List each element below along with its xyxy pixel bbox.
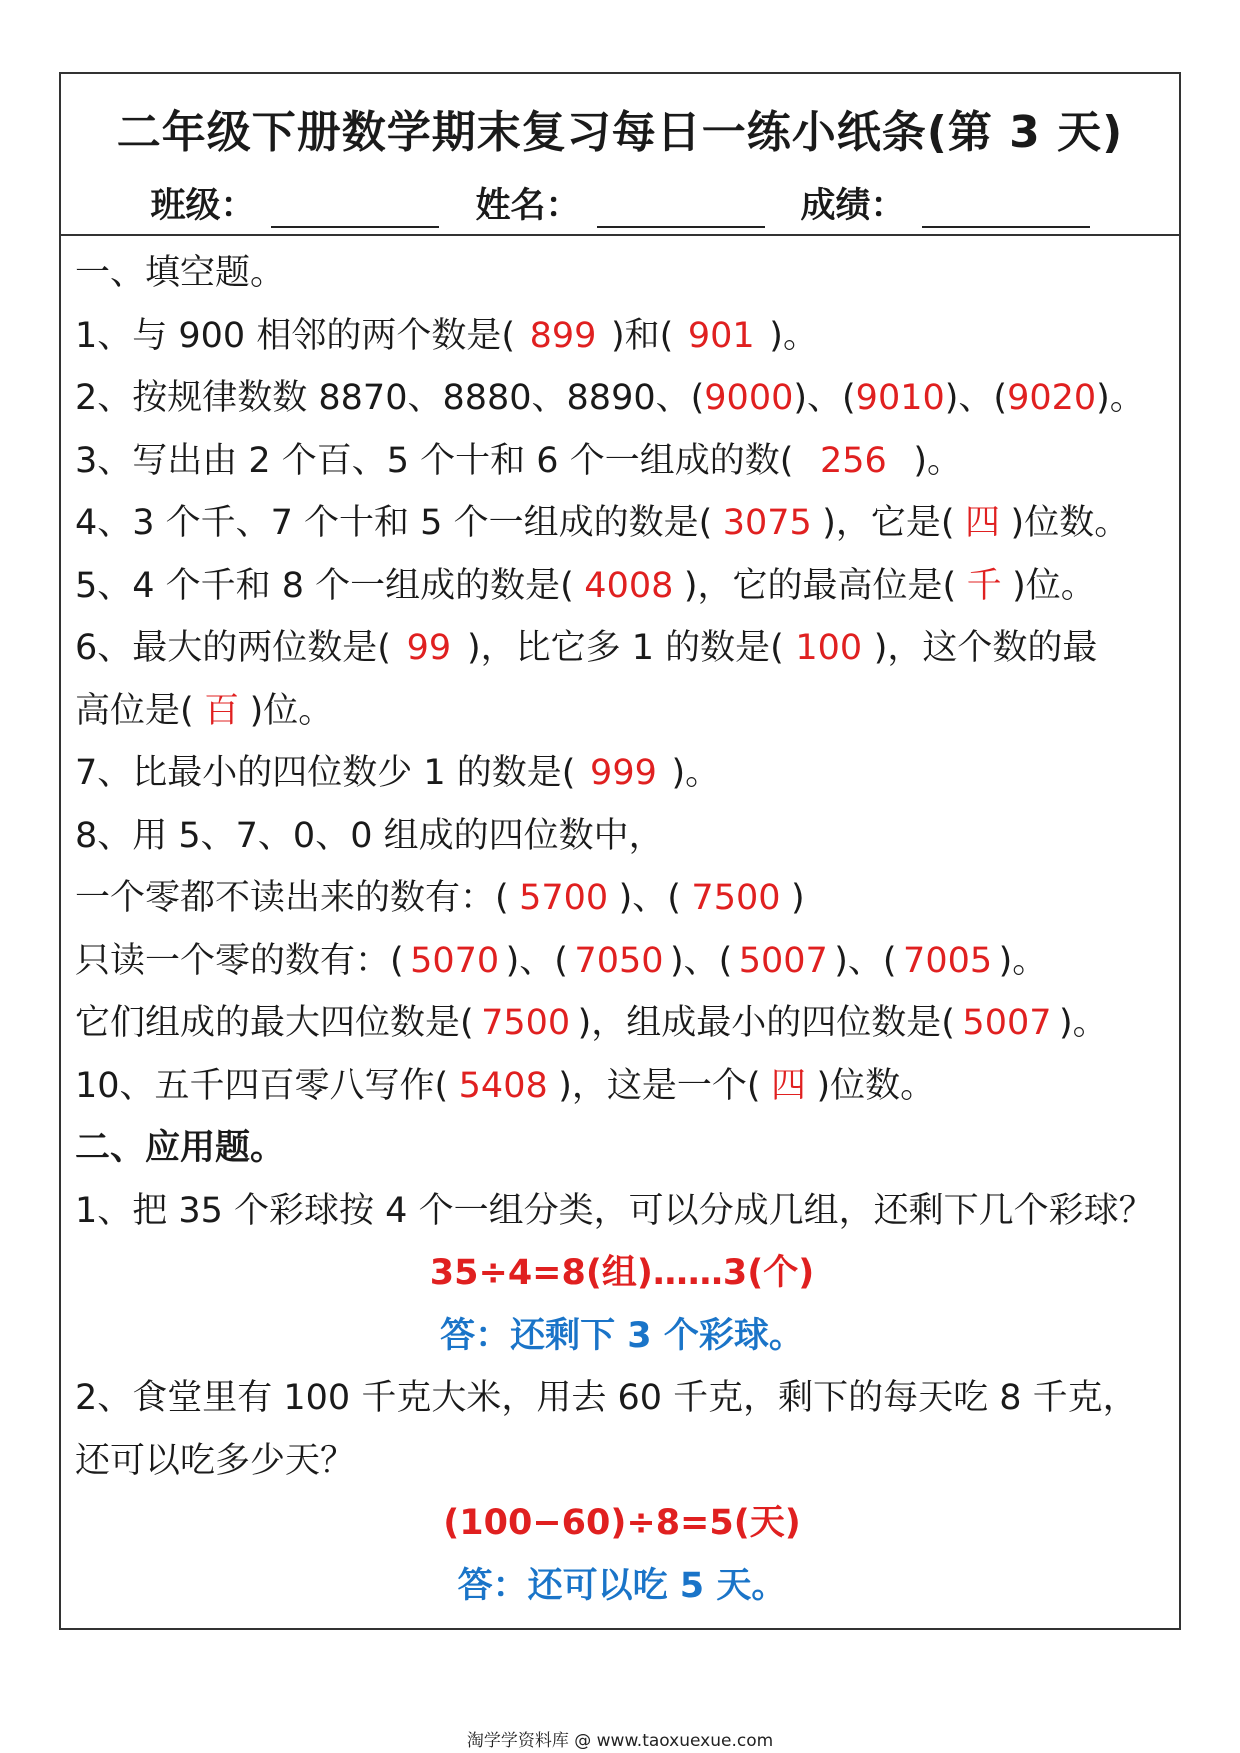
- score-blank[interactable]: [922, 190, 1090, 228]
- q10-text-c: )位数。: [816, 1065, 936, 1106]
- q6-text-c: )，这个数的最: [873, 628, 1098, 668]
- question-4: [75, 492, 1169, 555]
- q3-text-b: )。: [913, 440, 963, 481]
- footer-watermark: 淘学学资料库 @ www.taoxuexue.com: [466, 1731, 774, 1751]
- problem-1-question: 1、把 35 个彩球按 4 个一组分类，可以分成几组，还剩下几个彩球？: [75, 1190, 1154, 1231]
- score-field: [801, 178, 1090, 228]
- q2-text-d: )。: [1096, 378, 1145, 418]
- q8-l2-answer-2: 7050: [574, 940, 664, 981]
- question-2: [75, 367, 1169, 430]
- q8-l1-text-a: 一个零都不读出来的数有：(: [75, 878, 509, 918]
- q5-answer-1: 4008: [584, 565, 674, 606]
- q8-l1-answer-2: 7500: [691, 878, 781, 918]
- q7-text-b: )。: [671, 753, 721, 793]
- q6-answer-3: 百: [204, 690, 240, 731]
- q6-answer-1: 99: [406, 628, 452, 668]
- name-blank[interactable]: [597, 190, 765, 228]
- question-6-cont: [75, 680, 1169, 743]
- question-3: [75, 430, 1169, 493]
- worksheet-body: [75, 242, 1169, 1617]
- name-label: 姓名：: [475, 186, 581, 226]
- class-label: 班级：: [150, 186, 256, 226]
- q3-answer-1: 256: [819, 440, 887, 481]
- q1-text-a: 1、与 900 相邻的两个数是(: [75, 315, 515, 356]
- problem-1-calc: 35÷4=8(组)……3(个): [429, 1253, 815, 1293]
- q8-l3-answer-1: 7500: [481, 1003, 571, 1043]
- problem-2-question-b: 还可以吃多少天？: [75, 1440, 356, 1481]
- q10-answer-1: 5408: [458, 1065, 548, 1106]
- score-label: 成绩：: [800, 186, 906, 226]
- q1-text-c: )。: [769, 315, 818, 356]
- q8-l2-answer-1: 5070: [410, 940, 500, 981]
- student-info-row: [61, 178, 1179, 228]
- q6-text-d: 高位是(: [75, 690, 194, 731]
- class-field: [150, 178, 439, 228]
- q8-l3-text-b: )，组成最小的四位数是(: [577, 1003, 955, 1043]
- q2-text-a: 2、按规律数数 8870、8880、8890、(: [75, 378, 705, 418]
- q4-text-c: )位数。: [1010, 503, 1130, 543]
- class-blank[interactable]: [271, 190, 439, 228]
- q3-text-a: 3、写出由 2 个百、5 个十和 6 个一组成的数(: [75, 440, 794, 481]
- q4-answer-1: 3075: [722, 503, 812, 543]
- q5-text-b: )，它的最高位是(: [683, 565, 957, 606]
- q8-l2-text-c: )、(: [669, 940, 733, 981]
- q1-answer-1: 899: [529, 315, 597, 356]
- question-8-line-1: [75, 867, 1169, 930]
- question-8: 8、用 5、7、0、0 组成的四位数中，: [75, 815, 664, 856]
- q2-answer-2: 9010: [855, 378, 945, 418]
- question-8-line-3: [75, 992, 1169, 1055]
- q2-answer-1: 9000: [704, 378, 794, 418]
- q1-text-b: )和(: [610, 315, 674, 356]
- q8-l2-text-e: )。: [998, 940, 1048, 981]
- question-5: [75, 555, 1169, 618]
- q8-l3-answer-2: 5007: [962, 1003, 1052, 1043]
- question-6: [75, 617, 1169, 680]
- q10-text-b: )，这是一个(: [558, 1065, 761, 1106]
- q4-text-a: 4、3 个千、7 个十和 5 个一组成的数是(: [75, 503, 713, 543]
- q8-l2-answer-3: 5007: [738, 940, 828, 981]
- question-1: [75, 305, 1169, 368]
- q8-l1-text-b: )、(: [618, 878, 681, 918]
- worksheet-header: [61, 74, 1179, 236]
- question-10: [75, 1055, 1169, 1118]
- q8-l3-text-a: 它们组成的最大四位数是(: [75, 1003, 474, 1043]
- problem-2-answer: 答：还可以吃 5 天。: [457, 1565, 787, 1606]
- problem-1-answer: 答：还剩下 3 个彩球。: [440, 1315, 804, 1356]
- q8-l2-text-d: )、(: [834, 940, 897, 981]
- question-7: [75, 742, 1169, 805]
- q10-text-a: 10、五千四百零八写作(: [75, 1065, 449, 1106]
- q6-text-b: )，比它多 1 的数是(: [466, 628, 784, 668]
- q8-l1-text-c: ): [790, 878, 805, 918]
- problem-2-calc: (100−60)÷8=5(天): [443, 1503, 801, 1543]
- q8-l2-text-a: 只读一个零的数有：(: [75, 940, 404, 981]
- q8-l3-text-c: )。: [1058, 1003, 1108, 1043]
- question-8-line-2: [75, 930, 1169, 993]
- page-title: 二年级下册数学期末复习每日一练小纸条(第 3 天): [116, 107, 1124, 158]
- q2-text-c: )、(: [944, 378, 1008, 418]
- q4-answer-2: 四: [965, 503, 1001, 543]
- q5-answer-2: 千: [966, 565, 1002, 606]
- q7-answer-1: 999: [590, 753, 657, 793]
- q6-text-a: 6、最大的两位数是(: [75, 628, 391, 668]
- name-field: [475, 178, 764, 228]
- worksheet-frame: [59, 72, 1181, 1630]
- q6-answer-2: 100: [795, 628, 863, 668]
- section2-heading: 二、应用题。: [75, 1128, 286, 1168]
- problem-2-question-a: 2、食堂里有 100 千克大米，用去 60 千克，剩下的每天吃 8 千克，: [75, 1378, 1138, 1418]
- q6-text-e: )位。: [249, 690, 334, 731]
- q2-answer-3: 9020: [1007, 378, 1097, 418]
- q10-answer-2: 四: [771, 1065, 807, 1106]
- q2-text-b: )、(: [793, 378, 856, 418]
- q8-l2-answer-4: 7005: [903, 940, 993, 981]
- q4-text-b: )，它是(: [822, 503, 955, 543]
- q1-answer-2: 901: [687, 315, 755, 356]
- q5-text-a: 5、4 个千和 8 个一组成的数是(: [75, 565, 574, 606]
- q5-text-c: )位。: [1012, 565, 1096, 606]
- section1-heading: 一、填空题。: [75, 253, 286, 293]
- q8-l2-text-b: )、(: [505, 940, 568, 981]
- q8-l1-answer-1: 5700: [519, 878, 609, 918]
- q7-text-a: 7、比最小的四位数少 1 的数是(: [75, 753, 576, 793]
